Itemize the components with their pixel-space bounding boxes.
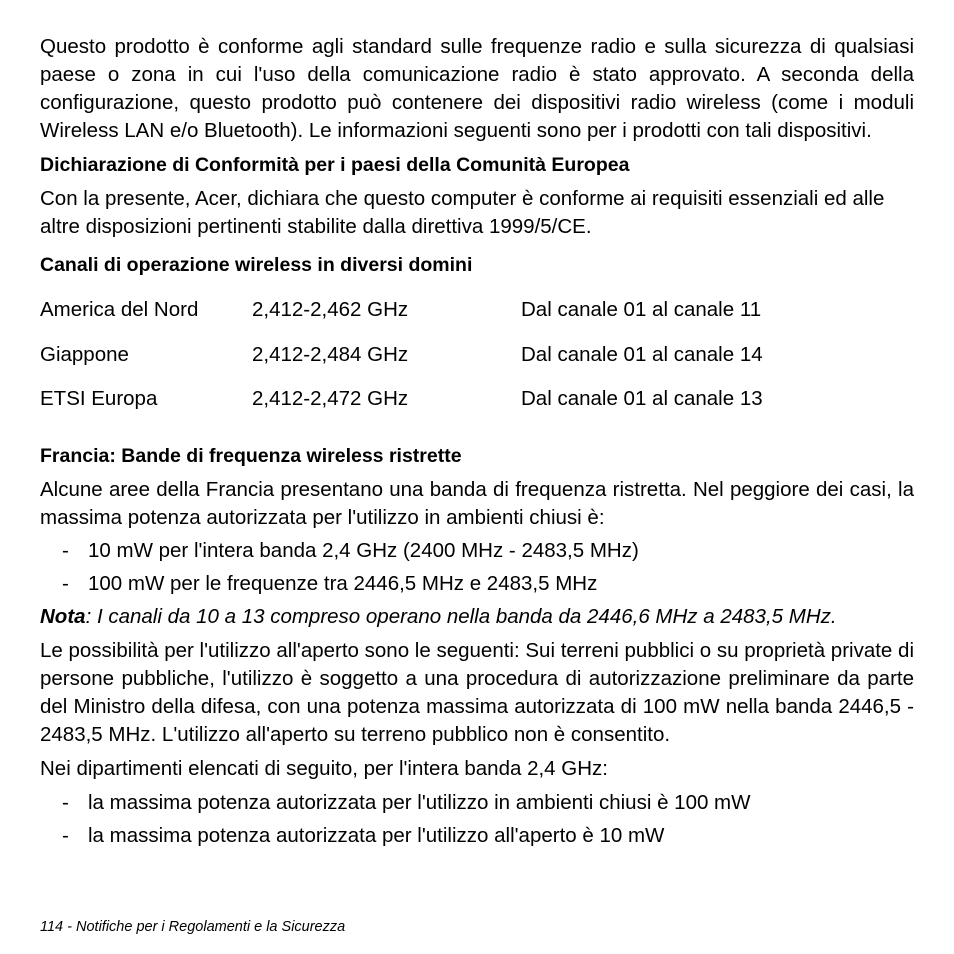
bullet-dash: - (62, 790, 69, 814)
outdoor-paragraph: Le possibilità per l'utilizzo all'aperto sono le seguenti: Sui terreni pubblici o su proprietà private di persone pubbliche, l'utilizzo è soggetto a una procedura di autorizzazione preliminare da parte del Ministro della difesa, con una potenza massima autorizzata di 100 mW nella banda 2446,5 - 2483,5 MHz. L'utilizzo all'aperto su terreno pubblico non è consentito. (40, 638, 914, 746)
list-item (40, 822, 914, 850)
intro-paragraph: Questo prodotto è conforme agli standard sulle frequenze radio e sulla sicurezza di qualsiasi paese o zona in cui l'uso della comunicazione radio è stato approvato. A seconda della configurazione, questo prodotto può contenere dei dispositivi radio wireless (come i moduli Wireless LAN e/o Bluetooth). Le informazioni seguenti sono per i prodotti con tali dispositivi. (40, 35, 914, 142)
channels-cell: Dal canale 01 al canale 14 (521, 342, 763, 366)
channels-cell: Dal canale 01 al canale 11 (521, 298, 762, 321)
declaration-body: Con la presente, Acer, dichiara che questo computer è conforme ai requisiti essenziali ed alle altre disposizioni pertinenti stabilite dalla direttiva 1999/5/CE. (40, 187, 885, 238)
channels-table (40, 296, 763, 430)
region-cell: Giappone (40, 342, 129, 366)
note (40, 603, 914, 631)
list-item-text: la massima potenza autorizzata per l'utilizzo all'aperto è 10 mW (88, 823, 665, 847)
bullet-dash: - (62, 823, 69, 847)
frequency-cell: 2,412-2,484 GHz (252, 342, 409, 366)
region-cell: ETSI Europa (40, 387, 158, 410)
channels-heading: Canali di operazione wireless in diversi domini (40, 254, 473, 276)
list-item-text: 100 mW per le frequenze tra 2446,5 MHz e 2483,5 MHz (88, 571, 598, 595)
region-cell: America del Nord (40, 298, 199, 321)
france-body: Alcune aree della Francia presentano una banda di frequenza ristretta. Nel peggiore dei casi, la massima potenza autorizzata per l'utilizzo in ambienti chiusi è: (40, 477, 914, 529)
table-row (40, 341, 763, 386)
departments-intro: Nei dipartimenti elencati di seguito, per l'intera banda 2,4 GHz: (40, 756, 608, 780)
department-power-list (40, 789, 914, 850)
channels-cell: Dal canale 01 al canale 13 (521, 387, 763, 410)
frequency-cell: 2,412-2,472 GHz (252, 387, 409, 410)
table-row (40, 296, 763, 341)
note-label: Nota (40, 604, 86, 628)
page-footer: 114 - Notifiche per i Regolamenti e la Sicurezza (40, 919, 346, 935)
document-page (40, 33, 914, 855)
indoor-power-list (40, 537, 914, 598)
table-row (40, 385, 763, 430)
list-item-text: 10 mW per l'intera banda 2,4 GHz (2400 MHz - 2483,5 MHz) (88, 538, 639, 562)
list-item (40, 570, 914, 598)
list-item (40, 537, 914, 565)
declaration-heading: Dichiarazione di Conformità per i paesi della Comunità Europea (40, 154, 630, 176)
note-text: : I canali da 10 a 13 compreso operano nella banda da 2446,6 MHz a 2483,5 MHz. (85, 604, 837, 628)
frequency-cell: 2,412-2,462 GHz (252, 298, 409, 321)
list-item (40, 789, 914, 817)
bullet-dash: - (62, 538, 69, 562)
list-item-text: la massima potenza autorizzata per l'utilizzo in ambienti chiusi è 100 mW (88, 790, 751, 814)
bullet-dash: - (62, 571, 69, 595)
france-heading: Francia: Bande di frequenza wireless ristrette (40, 444, 462, 467)
